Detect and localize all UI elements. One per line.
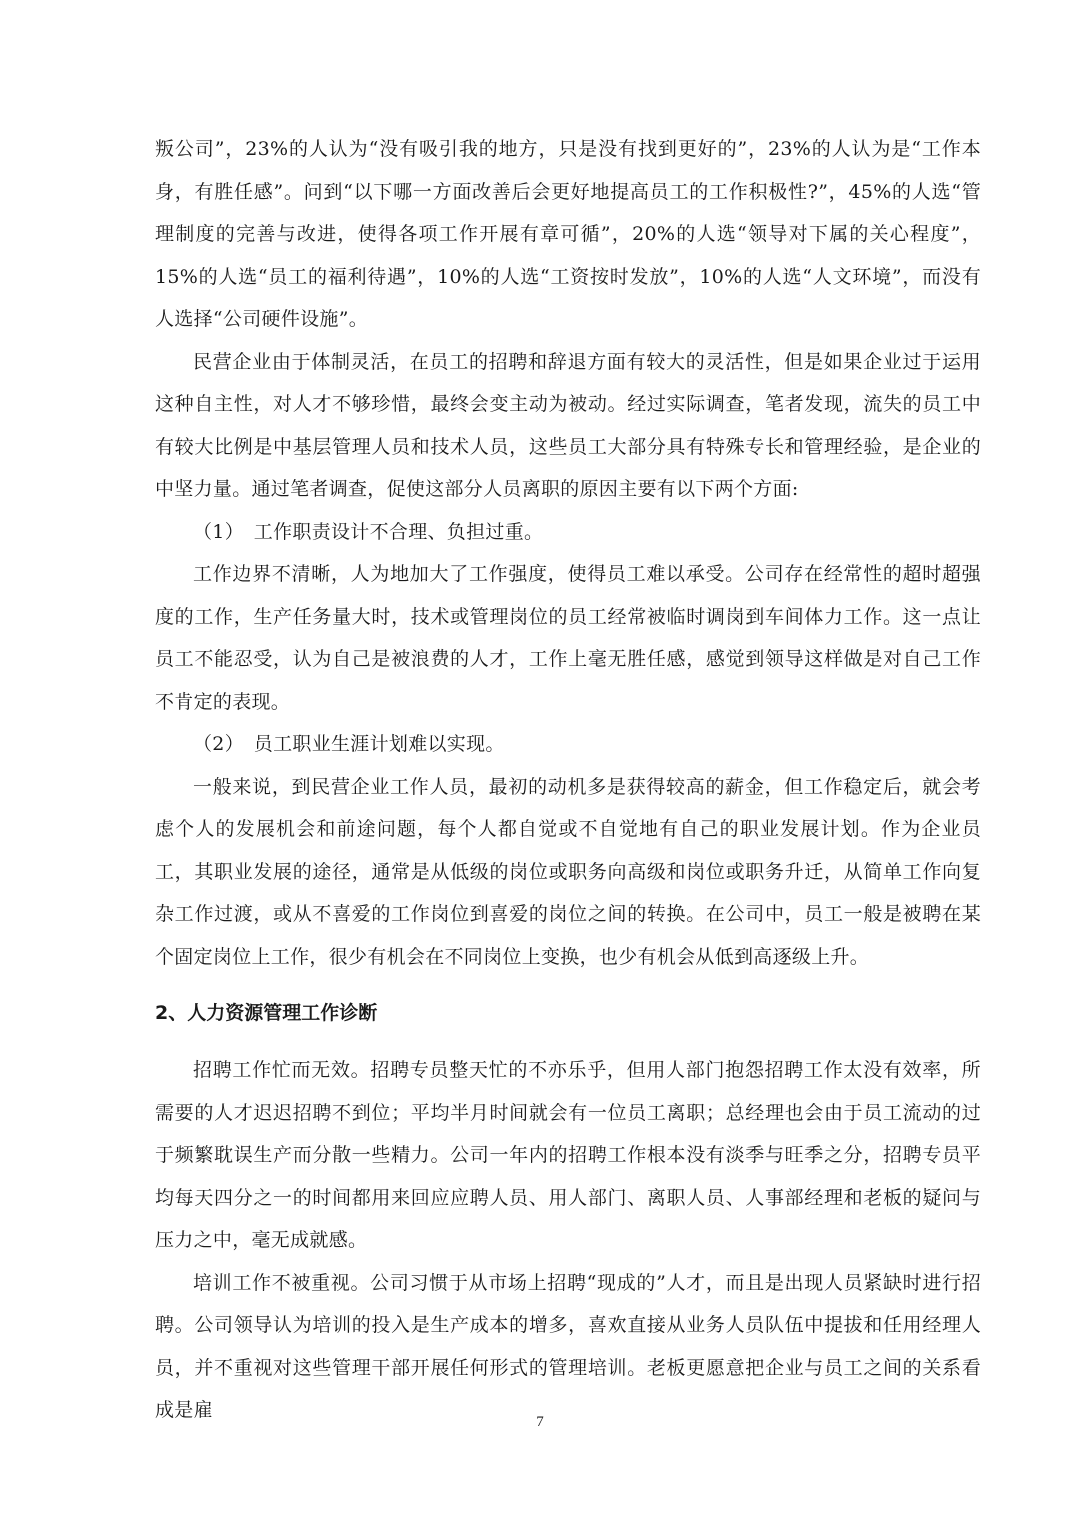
page-number: 7 [536, 1414, 544, 1430]
list-item-1: （1） 工作职责设计不合理、负担过重。 [193, 520, 544, 543]
paragraph-work-boundary: 工作边界不清晰，人为地加大了工作强度，使得员工难以承受。公司存在经常性的超时超强度的工作，生产任务量大时，技术或管理岗位的员工经常被临时调岗到车间体力工作。这一点让员工不能忍受，认为自己是被浪费的人才，工作上毫无胜任感，感觉到领导这样做是对自己工作不肯定的表现。 [155, 563, 981, 713]
paragraph-private-enterprise: 民营企业由于体制灵活，在员工的招聘和辞退方面有较大的灵活性，但是如果企业过于运用这种自主性，对人才不够珍惜，最终会变主动为被动。经过实际调查，笔者发现，流失的员工中有较大比例是中基层管理人员和技术人员，这些员工大部分具有特殊专长和管理经验，是企业的中坚力量。通过笔者调查，促使这部分人员离职的原因主要有以下两个方面: [155, 350, 981, 500]
section-heading: 2、人力资源管理工作诊断 [155, 1002, 378, 1024]
paragraph-career-development: 一般来说，到民营企业工作人员，最初的动机多是获得较高的薪金，但工作稳定后，就会考虑个人的发展机会和前途问题，每个人都自觉或不自觉地有自己的职业发展计划。作为企业员工，其职业发展的途径，通常是从低级的岗位或职务向高级和岗位或职务升迁，从简单工作向复杂工作过渡，或从不喜爱的工作岗位到喜爱的岗位之间的转换。在公司中，员工一般是被聘在某个固定岗位上工作，很少有机会在不同岗位上变换，也少有机会从低到高逐级上升。 [155, 775, 981, 968]
list-item-2: （2） 员工职业生涯计划难以实现。 [193, 733, 505, 755]
body-text-top [155, 128, 981, 978]
paragraph-recruitment: 招聘工作忙而无效。招聘专员整天忙的不亦乐乎，但用人部门抱怨招聘工作太没有效率，所需要的人才迟迟招聘不到位；平均半月时间就会有一位员工离职；总经理也会由于员工流动的过于频繁耽误生产而分散一些精力。公司一年内的招聘工作根本没有淡季与旺季之分，招聘专员平均每天四分之一的时间都用来回应应聘人员、用人部门、离职人员、人事部经理和老板的疑问与压力之中，毫无成就感。 [155, 1059, 981, 1251]
body-text-bottom [155, 1049, 981, 1432]
paragraph-survey-continued: 叛公司”，23%的人认为“没有吸引我的地方，只是没有找到更好的”，23%的人认为是“工作本身，有胜任感”。问到“以下哪一方面改善后会更好地提高员工的工作积极性?”，45%的人选“管理制度的完善与改进，使得各项工作开展有章可循”，20%的人选“领导对下属的关心程度”，15%的人选“员工的福利待遇”，10%的人选“工资按时发放”，10%的人选“人文环境”，而没有人选择“公司硬件设施”。 [155, 138, 981, 330]
paragraph-training: 培训工作不被重视。公司习惯于从市场上招聘“现成的”人才，而且是出现人员紧缺时进行招聘。公司领导认为培训的投入是生产成本的增多，喜欢直接从业务人员队伍中提拔和任用经理人员，并不重视对这些管理干部开展任何形式的管理培训。老板更愿意把企业与员工之间的关系看成是雇 [155, 1271, 981, 1421]
